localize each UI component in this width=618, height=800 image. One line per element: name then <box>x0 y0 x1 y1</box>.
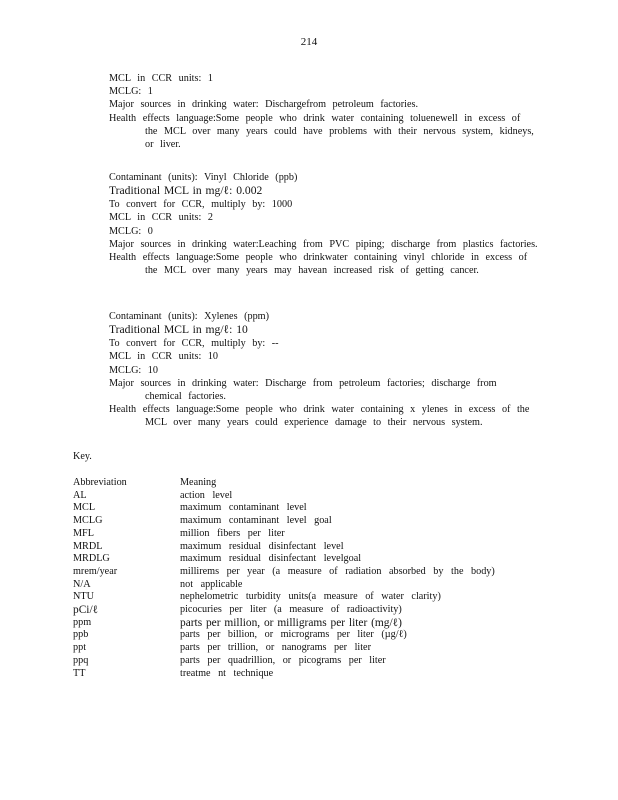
key-abbr: NTU <box>73 591 94 603</box>
key-abbr: mrem/year <box>73 565 118 577</box>
key-abbr: ppq <box>73 654 89 666</box>
key-meaning: parts per trillion, or nanograms per liter <box>180 642 371 654</box>
key-row <box>73 668 533 681</box>
key-row <box>73 541 533 554</box>
vinyl-chloride-section <box>109 171 539 277</box>
key-header-row <box>73 477 533 490</box>
key-abbr: MCLG <box>73 515 103 527</box>
key-abbr: ppb <box>73 629 89 641</box>
key-row <box>73 604 533 617</box>
page-number: 214 <box>300 36 318 48</box>
health-effects: Health effects language:Some people who drinkwater containing vinyl chloride in excess of the MCL over many years may havean increased risk of getting cancer. <box>109 252 528 277</box>
key-abbr: MRDL <box>73 540 103 552</box>
key-abbr: MCL <box>73 502 96 514</box>
key-row <box>73 655 533 668</box>
xylenes-section <box>109 310 539 430</box>
mcl-ccr-units: MCL in CCR units: 1 <box>109 73 213 84</box>
key-row <box>73 642 533 655</box>
major-sources: Major sources in drinking water:Leaching from PVC piping; discharge from plastics factories. <box>109 238 538 250</box>
health-effects: Health effects language:Some people who drink water containing toluenewell in excess of the MCL over many years could have problems with their nervous system, kidneys, or liver. <box>109 112 534 151</box>
major-sources: Major sources in drinking water: Discharge from petroleum factories; discharge from chemical factories. <box>109 377 497 403</box>
traditional-mcl: Traditional MCL in mg/ℓ: 10 <box>109 323 248 337</box>
key-abbr: AL <box>73 489 87 501</box>
key-row <box>73 566 533 579</box>
key-meaning: parts per billion, or micrograms per liter (µg/ℓ) <box>180 629 407 641</box>
key-row <box>73 502 533 515</box>
key-meaning: not applicable <box>180 578 243 590</box>
key-abbr: ppm <box>73 616 92 628</box>
key-row <box>73 591 533 604</box>
meaning-header: Meaning <box>180 477 217 488</box>
key-meaning: maximum contaminant level goal <box>180 515 332 527</box>
mclg: MCLG: 0 <box>109 225 153 237</box>
key-abbr: pCi/ℓ <box>73 604 99 617</box>
contaminant-units: Contaminant (units): Xylenes (ppm) <box>109 311 269 322</box>
key-meaning: maximum residual disinfectant level <box>180 540 344 552</box>
mcl-ccr-units: MCL in CCR units: 2 <box>109 212 213 224</box>
key-row <box>73 579 533 592</box>
mclg: MCLG: 10 <box>109 364 158 376</box>
key-abbr: N/A <box>73 578 91 590</box>
key-abbr: MRDLG <box>73 553 110 565</box>
key-meaning: action level <box>180 489 233 501</box>
health-effects: Health effects language:Some people who drink water containing x ylenes in excess of the MCL over many years could experience damage to their nervous system. <box>109 404 530 429</box>
key-meaning: parts per quadrillion, or picograms per liter <box>180 654 386 666</box>
key-row <box>73 617 533 630</box>
abbreviation-key-table <box>73 477 533 680</box>
key-row <box>73 515 533 528</box>
key-meaning: maximum residual disinfectant levelgoal <box>180 553 362 565</box>
key-meaning: picocuries per liter (a measure of radioactivity) <box>180 604 402 616</box>
key-row <box>73 528 533 541</box>
key-meaning: million fibers per liter <box>180 527 285 539</box>
key-row <box>73 629 533 642</box>
key-meaning: treatme nt technique <box>180 667 274 679</box>
abbreviation-header: Abbreviation <box>73 477 127 488</box>
key-meaning: maximum contaminant level <box>180 502 307 514</box>
key-meaning: millirems per year (a measure of radiation absorbed by the body) <box>180 565 495 577</box>
key-meaning: nephelometric turbidity units(a measure of water clarity) <box>180 591 441 603</box>
convert-factor: To convert for CCR, multiply by: 1000 <box>109 199 293 211</box>
key-abbr: MFL <box>73 527 94 539</box>
traditional-mcl: Traditional MCL in mg/ℓ: 0.002 <box>109 184 263 198</box>
key-row <box>73 553 533 566</box>
mclg: MCLG: 1 <box>109 86 153 98</box>
mcl-ccr-units: MCL in CCR units: 10 <box>109 351 219 363</box>
key-abbr: TT <box>73 667 86 679</box>
contaminant-units: Contaminant (units): Vinyl Chloride (ppb) <box>109 172 298 183</box>
key-abbr: ppt <box>73 642 87 654</box>
key-meaning: parts per million, or milligrams per liter (mg/ℓ) <box>180 616 402 629</box>
convert-factor: To convert for CCR, multiply by: -- <box>109 338 279 350</box>
toluene-section <box>109 72 539 151</box>
major-sources: Major sources in drinking water: Dischargefrom petroleum factories. <box>109 99 419 111</box>
key-row <box>73 490 533 503</box>
key-title: Key. <box>73 451 92 462</box>
